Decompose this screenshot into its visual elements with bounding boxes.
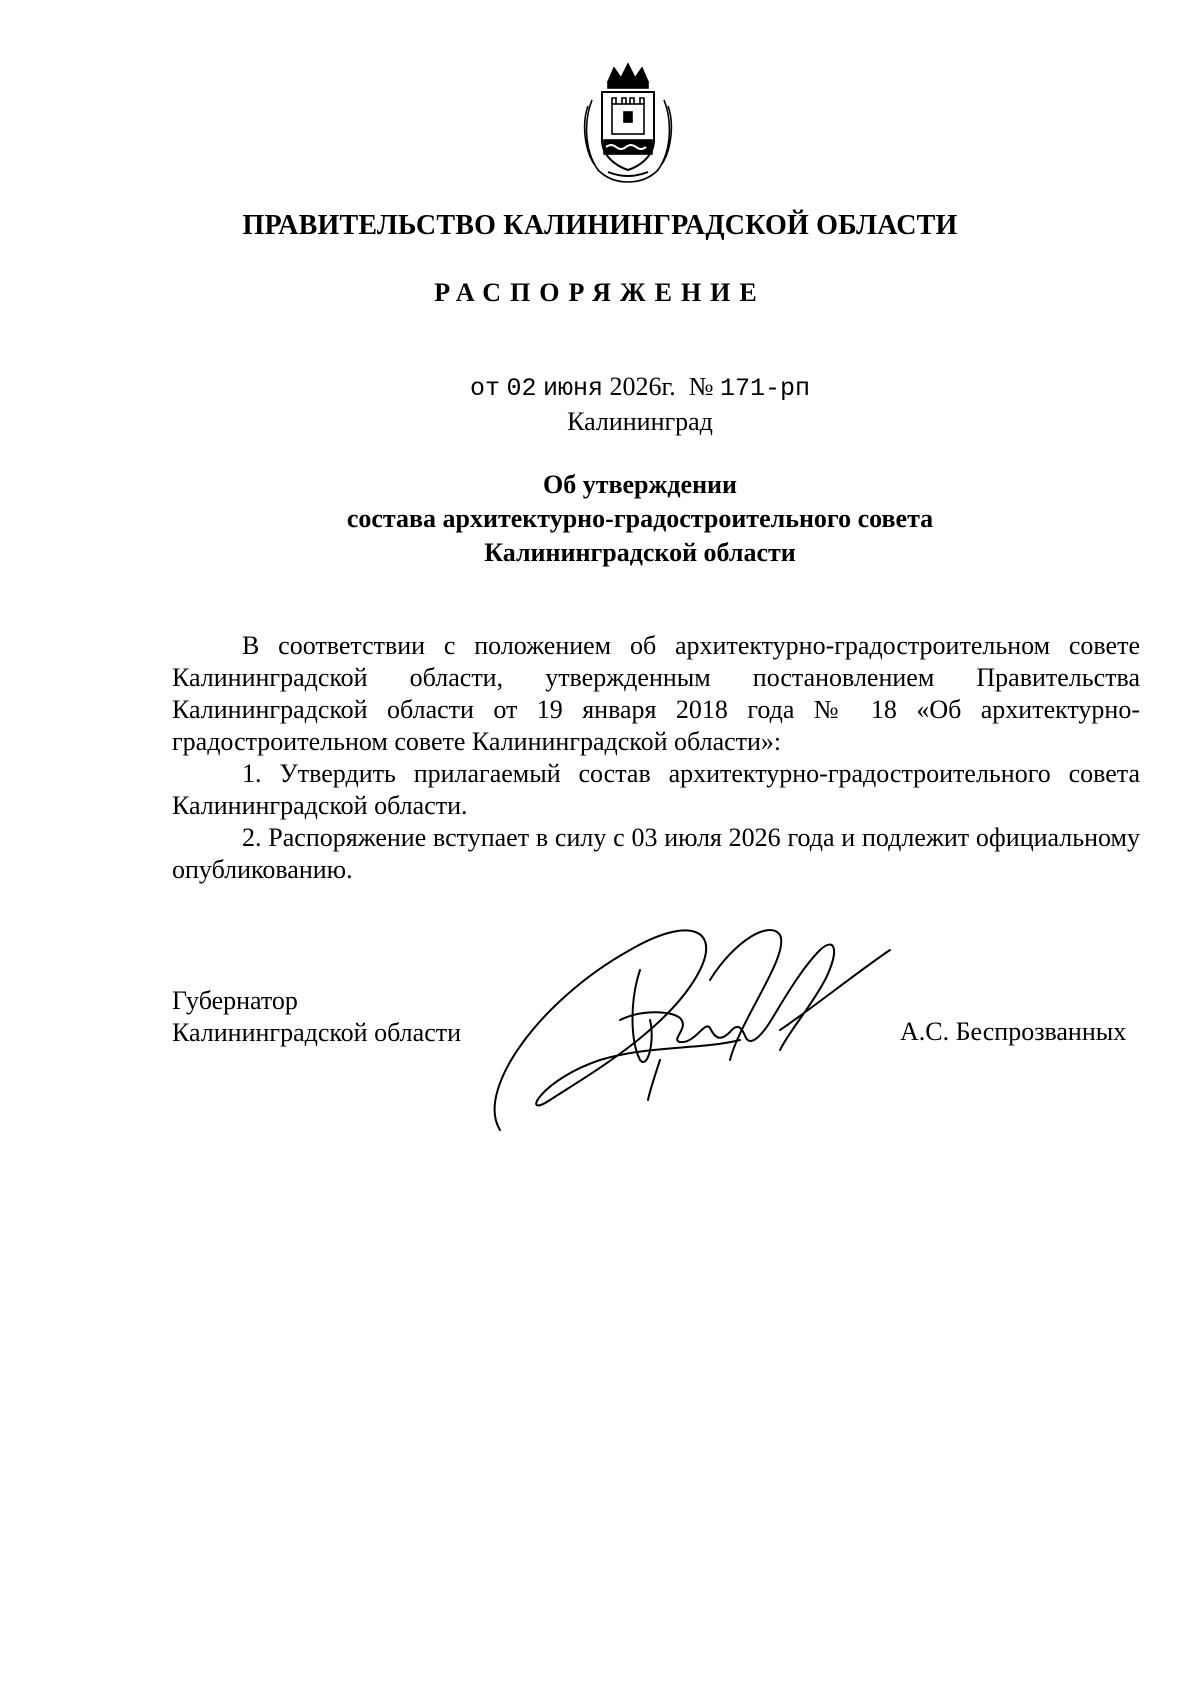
signer-position-line-1: Губернатор xyxy=(172,986,298,1015)
date-month: июня xyxy=(542,374,603,403)
document-place: Калининград xyxy=(567,407,713,436)
body-paragraph-item-2: 2. Распоряжение вступает в силу с 03 июля 2026 года и подлежит официальному опубликованию. xyxy=(172,823,1140,884)
document-number: 171-рп xyxy=(720,374,811,403)
body-paragraph-item-1: 1. Утвердить прилагаемый состав архитектурно-градостроительного совета Калининградской области. xyxy=(172,759,1140,820)
signer-name: А.С. Беспрозванных xyxy=(900,1017,1127,1046)
document-subject xyxy=(0,468,1200,570)
number-label: № xyxy=(688,372,714,401)
subject-line-2: состава архитектурно-градостроительного совета xyxy=(346,504,934,533)
document-date-number xyxy=(0,372,1200,403)
date-suffix: г. xyxy=(661,372,676,401)
subject-line-3: Калининградской области xyxy=(484,538,796,567)
document-body xyxy=(172,630,1140,886)
body-paragraph-intro: В соответствии с положением об архитектурно-градостроительном совете Калининградской области, утвержденным постановлением Правительства Калининградской области от 19 января 2018 года № 18 «Об архитектурно-градостроительном совете Калининградской области»: xyxy=(172,631,1140,756)
organization-title: ПРАВИТЕЛЬСТВО КАЛИНИНГРАДСКОЙ ОБЛАСТИ xyxy=(242,210,958,241)
document-type: РАСПОРЯЖЕНИЕ xyxy=(434,278,766,307)
signer-position xyxy=(172,985,461,1049)
coat-of-arms-icon xyxy=(578,60,678,184)
handwritten-signature-icon xyxy=(480,910,900,1140)
subject-line-1: Об утверждении xyxy=(542,470,738,499)
date-prefix: от xyxy=(469,374,500,403)
signer-position-line-2: Калининградской области xyxy=(172,1018,462,1047)
date-day: 02 xyxy=(506,374,537,403)
date-year: 2026 xyxy=(609,372,662,401)
